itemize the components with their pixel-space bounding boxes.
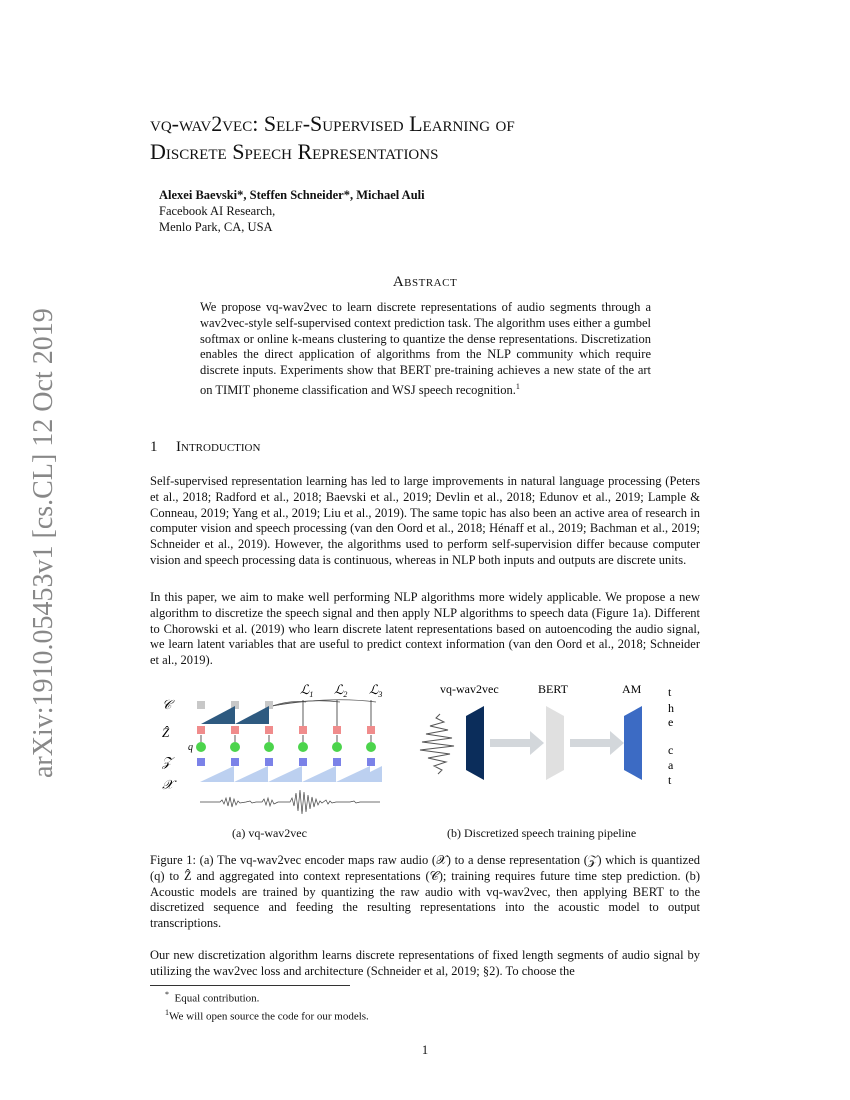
label-am: AM	[622, 682, 642, 696]
x-ramp	[268, 766, 302, 782]
x-ramp	[302, 766, 336, 782]
z-vector	[366, 742, 376, 752]
output-letter: c	[668, 743, 674, 757]
zhat-quantized	[299, 726, 307, 734]
intro-paragraph-3: Our new discretization algorithm learns discrete representations of fixed length segments of audio signal by utilizing the wav2vec loss and architecture (Schneider et al, 2019; §2). To choose the	[150, 948, 700, 978]
zhat-quantized	[265, 726, 273, 734]
arxiv-stamp	[22, 300, 62, 780]
x-feature	[333, 758, 341, 766]
zhat-quantized	[231, 726, 239, 734]
x-feature	[367, 758, 375, 766]
intro-paragraph-2: In this paper, we aim to make well performing NLP algorithms more widely applicable. We propose a new algorithm to discretize the speech signal and then apply NLP algorithms to speech data (Figure 1a). Different to Chorowski et al. (2019) who learn discrete latent representations based on autoencoding the audio signal, we learn latent variables that are useful to predict context information (van den Oord et al., 2018; Schneider et al., 2019).	[150, 590, 700, 668]
z-vector	[298, 742, 308, 752]
transcription-output	[668, 685, 674, 787]
title-line-2: Discrete Speech Representations	[150, 139, 439, 164]
output-letter: e	[668, 715, 674, 729]
bert-block	[546, 706, 564, 780]
section-number: 1	[150, 439, 158, 455]
label-loss-1: ℒ$_1$	[300, 682, 314, 699]
context-vector-grey	[197, 701, 205, 709]
x-feature	[197, 758, 205, 766]
author-names: Alexei Baevski*, Steffen Schneider*, Michael Auli	[159, 188, 425, 202]
figure-1b-pipeline	[420, 682, 674, 787]
x-ramps	[200, 766, 382, 782]
zhat-quantized	[197, 726, 205, 734]
x-feature	[299, 758, 307, 766]
context-network	[197, 701, 273, 724]
page-number: 1	[421, 1043, 429, 1057]
author-location: Menlo Park, CA, USA	[159, 220, 273, 234]
pipeline-arrow-1	[490, 731, 544, 755]
abstract-text: We propose vq-wav2vec to learn discrete representations of audio segments through a wav2vec-style self-supervised context prediction task. The algorithm uses either a gumbel softmax or online k-means clustering to quantize the dense representations. Discretization enables the direct application of algorithms from the NLP community which require discrete inputs. Experiments show that BERT pre-training achieves a new state of the art on TIMIT phoneme classification and WSJ speech recognition.	[200, 300, 651, 398]
footnote-mark-1: 1	[515, 381, 520, 391]
zhat-quantized	[367, 726, 375, 734]
acoustic-model-block	[624, 706, 642, 780]
label-vqwav2vec: vq-wav2vec	[440, 682, 499, 696]
waveform-b	[420, 714, 454, 774]
label-q: q	[188, 742, 193, 753]
figure-1-svg	[150, 676, 700, 826]
footnotes	[165, 988, 369, 1023]
label-zhat: Ẑ	[162, 725, 170, 740]
z-vector	[264, 742, 274, 752]
x-feature	[265, 758, 273, 766]
footnote-equal-contribution: * Equal contribution.	[165, 990, 260, 1005]
output-letter: h	[668, 701, 674, 715]
abstract-heading: Abstract	[392, 274, 458, 290]
section-title: Introduction	[176, 439, 261, 455]
z-vector	[196, 742, 206, 752]
paper-title	[150, 110, 710, 166]
footnote-open-source: $^1$We will open source the code for our models.	[165, 1007, 369, 1023]
figure-1-caption: Figure 1: (a) The vq-wav2vec encoder maps raw audio (𝒳) to a dense representation (𝒵) which is quantized (q) to Ẑ and aggregated into context representations (𝒞); training requires future time step prediction. (b) Acoustic models are trained by quantizing the raw audio with vq-wav2vec, then applying BERT to the discretized sequence and feeding the resulting representations into the acoustic model to output transcriptions.	[150, 853, 700, 931]
figure-1a-diagram	[161, 682, 382, 814]
label-x: 𝒳	[162, 777, 174, 792]
zhat-quantized	[333, 726, 341, 734]
context-ramp	[235, 706, 269, 724]
abstract-body	[200, 300, 651, 399]
label-loss-2: ℒ$_2$	[334, 682, 348, 699]
x-feature	[231, 758, 239, 766]
vqwav2vec-encoder-block	[466, 706, 484, 780]
z-vector	[332, 742, 342, 752]
footnote-rule	[150, 985, 350, 986]
output-letter: t	[668, 773, 672, 787]
section-heading-introduction	[150, 439, 260, 456]
x-ramp	[200, 766, 234, 782]
intro-paragraph-1: Self-supervised representation learning has led to large improvements in natural language processing (Peters et al., 2018; Radford et al., 2018; Baevski et al., 2019; Devlin et al., 2018; Edunov et al., 2019; Lample & Conneau, 2019; Yang et al., 2019; Liu et al., 2019). The same topic has also been an active area of research in computer vision and speech processing (van den Oord et al., 2018; Hénaff et al., 2019; Bachman et al., 2019; Schneider et al., 2019). However, the algorithms used to perform self-supervision differ because computer vision and speech processing data is continuous, whereas in NLP both inputs and outputs are discrete units.	[150, 474, 700, 567]
figure-1	[150, 676, 700, 846]
arxiv-stamp-text: arXiv:1910.05453v1 [cs.CL] 12 Oct 2019	[28, 308, 59, 778]
title-line-1: vq-wav2vec: Self-Supervised Learning of	[150, 111, 515, 136]
label-bert: BERT	[538, 682, 568, 696]
figure-1b-caption: (b) Discretized speech training pipeline	[447, 826, 637, 840]
pipeline-arrow-2	[570, 731, 624, 755]
output-letter: t	[668, 685, 672, 699]
author-block	[159, 187, 425, 235]
z-vector	[230, 742, 240, 752]
author-affiliation: Facebook AI Research,	[159, 204, 276, 218]
context-ramp	[201, 706, 235, 724]
x-ramp	[234, 766, 268, 782]
figure-1a-caption: (a) vq-wav2vec	[232, 826, 307, 840]
waveform-a	[200, 790, 380, 814]
output-letter: a	[668, 758, 674, 772]
label-c: 𝒞	[162, 697, 172, 712]
label-z: 𝒵	[162, 754, 172, 769]
label-loss-3: ℒ$_3$	[369, 682, 383, 699]
encoder-columns	[196, 700, 376, 766]
